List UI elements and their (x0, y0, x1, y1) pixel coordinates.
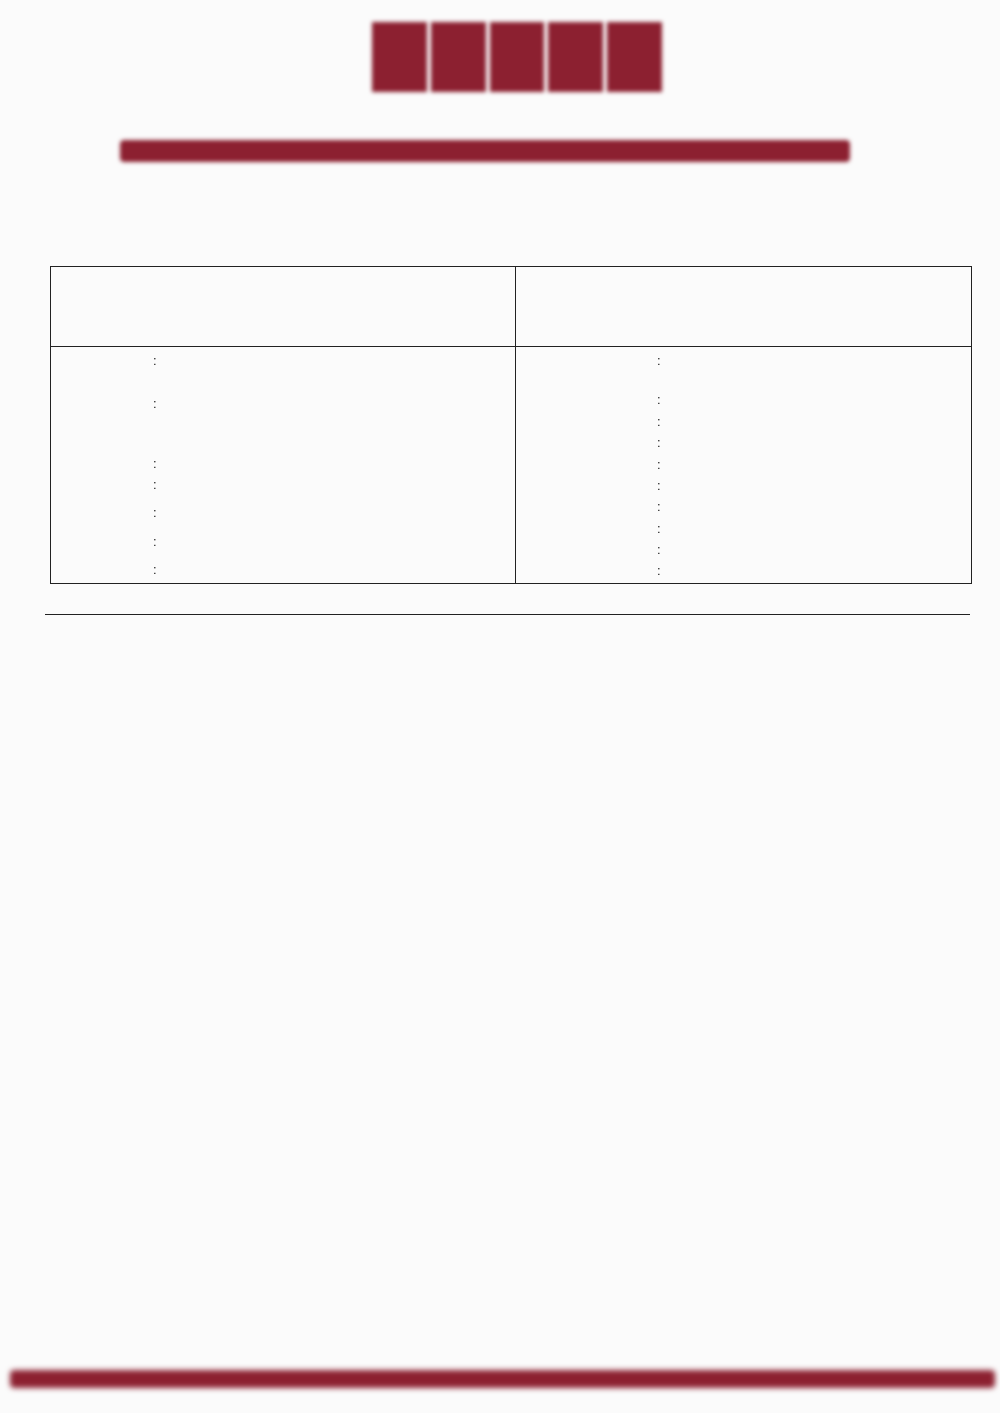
sending-company-value (169, 497, 499, 511)
sender-name-value (169, 353, 499, 367)
company-logo (372, 22, 662, 92)
info-box-header-rule (50, 346, 972, 347)
colon: : (657, 563, 661, 578)
colon: : (153, 353, 157, 368)
colon: : (657, 392, 661, 407)
colon: : (657, 478, 661, 493)
info-box-divider (515, 266, 516, 584)
colon: : (657, 542, 661, 557)
table-header-rule (45, 614, 970, 615)
colon: : (153, 562, 157, 577)
colon: : (153, 396, 157, 411)
colon: : (153, 477, 157, 492)
logo-letter (372, 22, 427, 92)
colon: : (657, 435, 661, 450)
info-box (50, 266, 972, 584)
colon: : (657, 414, 661, 429)
colon: : (153, 505, 157, 520)
colon: : (657, 353, 661, 368)
logo-letter (490, 22, 545, 92)
logo-letter (431, 22, 486, 92)
header-divider-bar (120, 140, 850, 162)
colon: : (153, 534, 157, 549)
sender-address-value (169, 396, 499, 410)
colon: : (657, 499, 661, 514)
colon: : (153, 456, 157, 471)
colon: : (657, 457, 661, 472)
logo-letter (607, 22, 662, 92)
page-indicator (866, 1270, 886, 1280)
logo-letter (548, 22, 603, 92)
colon: : (657, 521, 661, 536)
footer-divider-bar (10, 1370, 995, 1388)
